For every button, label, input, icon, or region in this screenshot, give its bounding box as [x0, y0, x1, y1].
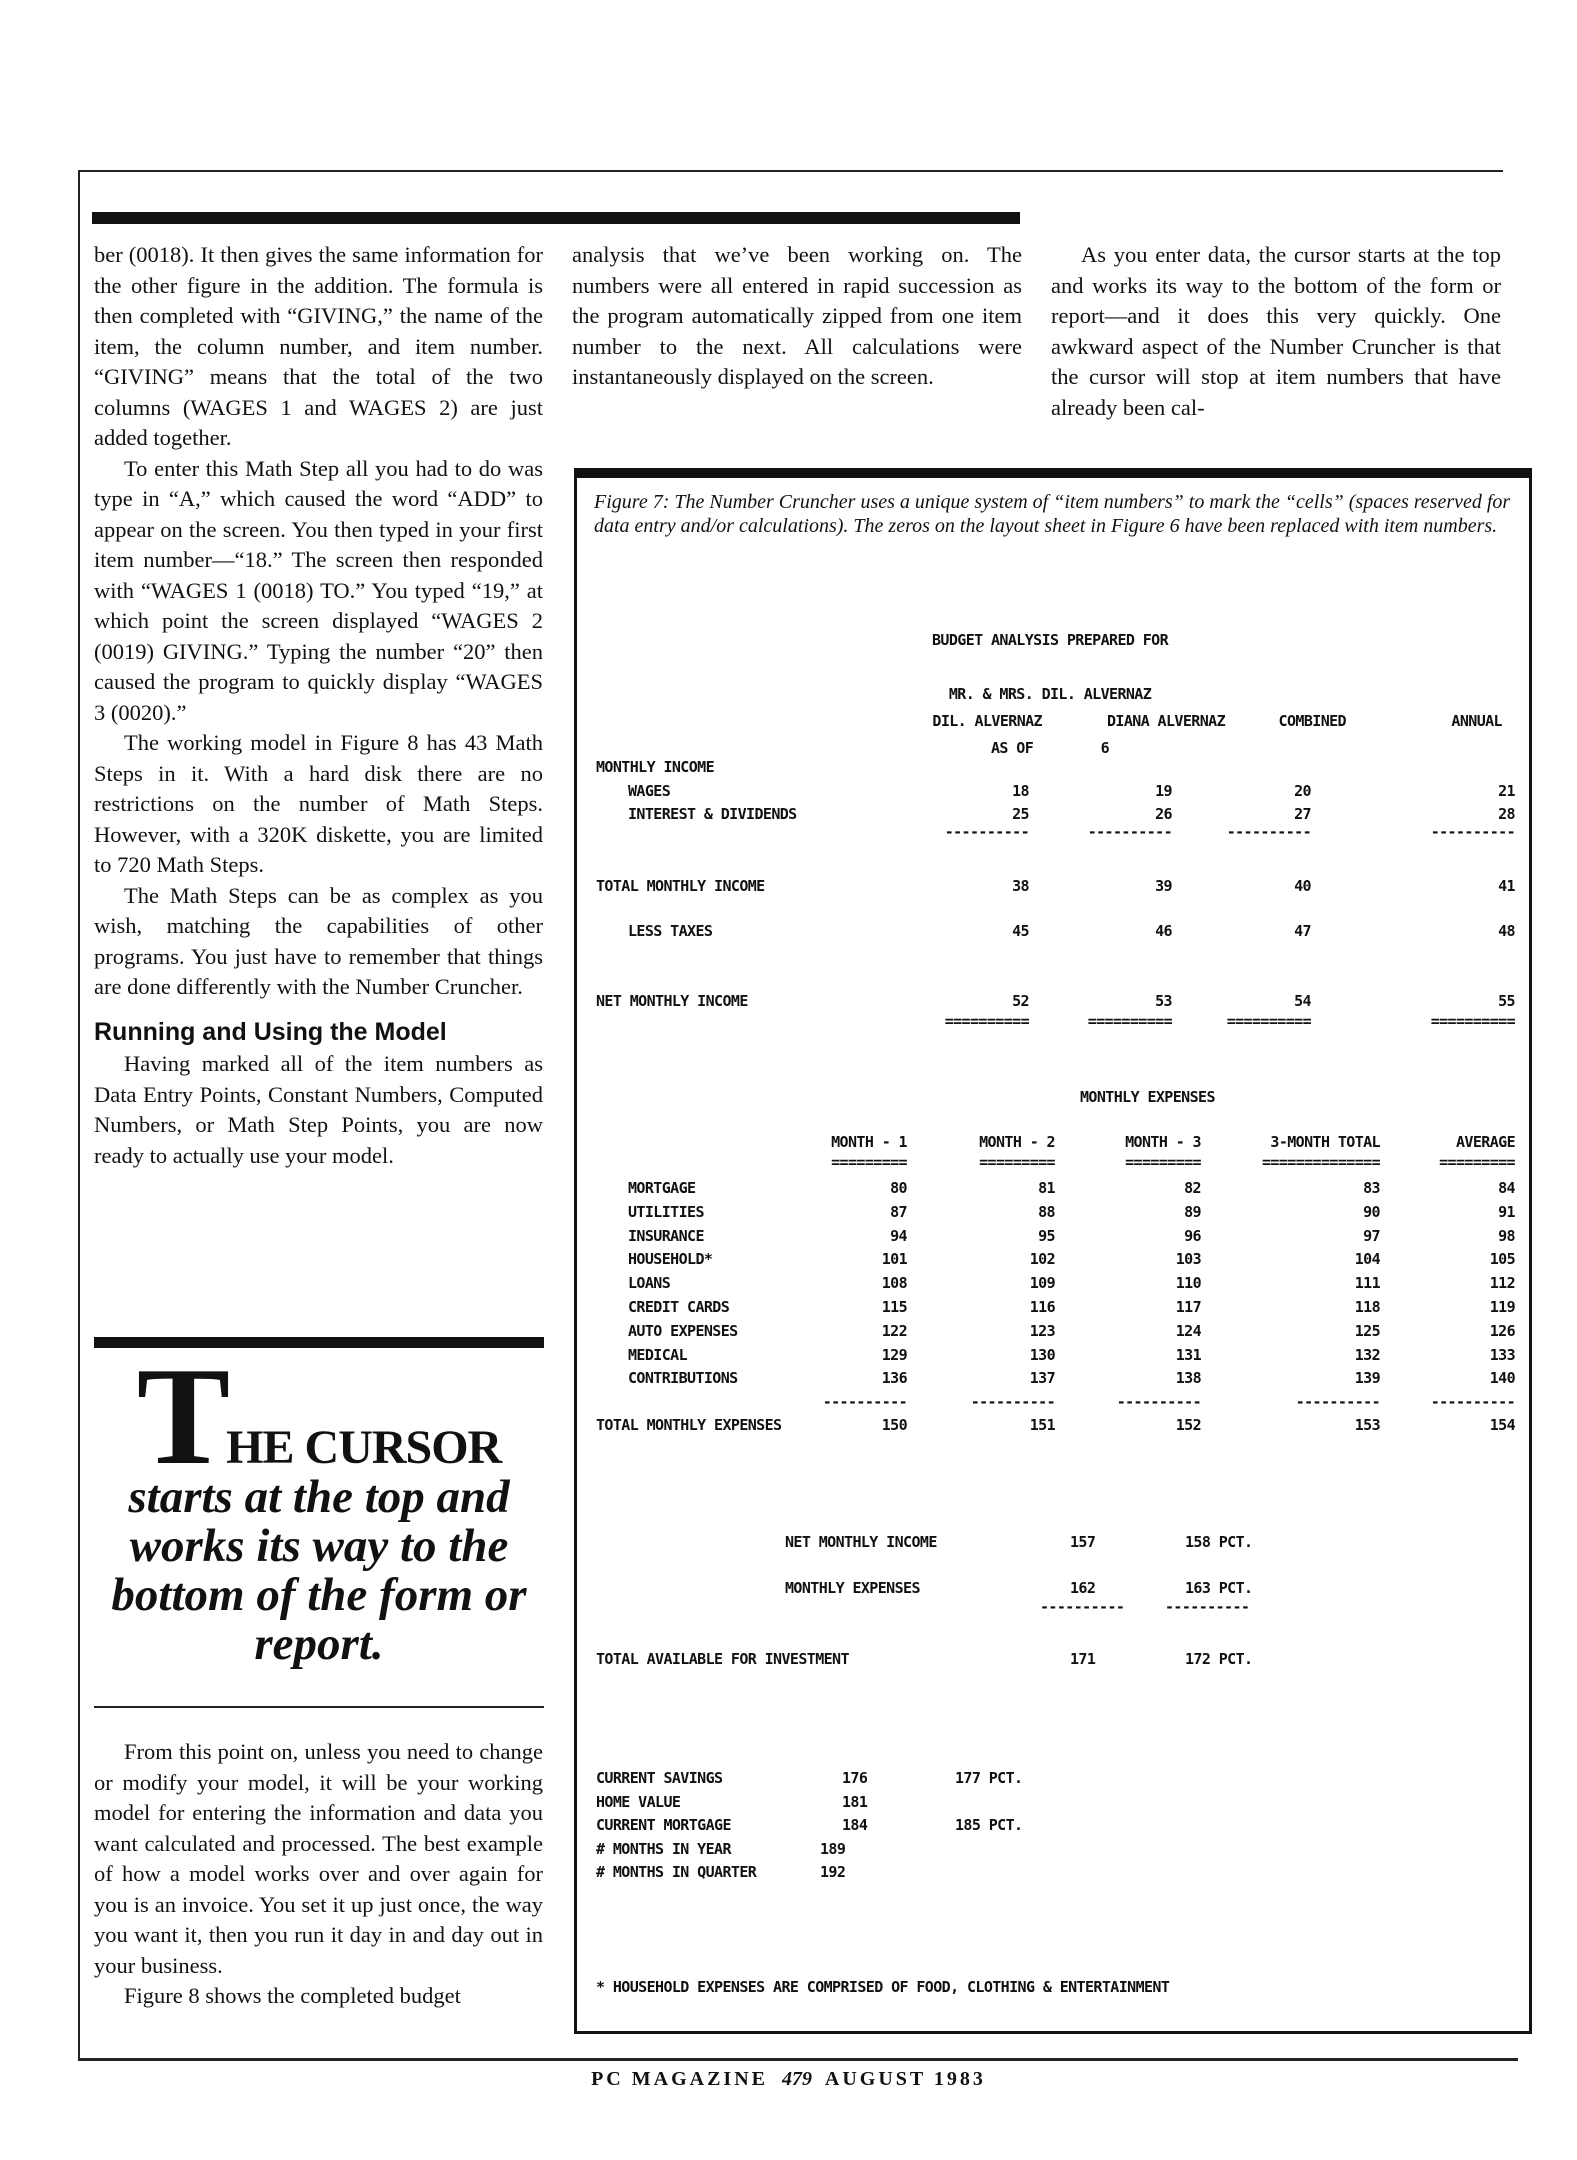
expense-col-underline: =========: [979, 1153, 1055, 1171]
cell: 82: [1184, 1179, 1201, 1197]
col1-para-3: The working model in Figure 8 has 43 Math Steps in it. With a hard disk there are no restrictions on the number of Math Steps. However, with a 320K diskette, you are limited to 720 Math Steps.: [94, 730, 543, 877]
expense-row-label: INSURANCE: [628, 1226, 704, 1245]
cell: 47: [1294, 922, 1311, 940]
subtotal-rule: ----------: [1430, 823, 1515, 841]
income-row-label: TOTAL MONTHLY INCOME: [596, 877, 765, 895]
subtotal-rule: ----------: [1087, 823, 1172, 841]
section-heading: Running and Using the Model: [94, 1017, 447, 1046]
expense-row-label: MEDICAL: [628, 1345, 688, 1364]
cell: 119: [1489, 1298, 1515, 1316]
cell: 153: [1354, 1416, 1380, 1434]
cell: 102: [1029, 1250, 1055, 1269]
summary-pct: 158 PCT.: [1185, 1533, 1253, 1551]
cell: 98: [1498, 1226, 1515, 1245]
subtotal-rule: ----------: [1226, 823, 1311, 841]
investment-pct: 172 PCT.: [1185, 1650, 1253, 1668]
total-rule: ==========: [1430, 1012, 1515, 1030]
cell: 54: [1294, 992, 1311, 1010]
expense-col-underline: =========: [831, 1153, 907, 1171]
cell: 19: [1155, 782, 1172, 800]
cell: 139: [1354, 1369, 1380, 1388]
savings-value: 176: [842, 1769, 868, 1787]
cell: 52: [1012, 992, 1029, 1010]
column-header-bar: [92, 212, 1020, 224]
summary-pct: 163 PCT.: [1185, 1579, 1253, 1597]
income-col-header: DIANA ALVERNAZ: [1106, 712, 1225, 730]
col3-para-1: As you enter data, the cursor starts at the top and works its way to the bottom of the form or report—and it does this very quickly. One awkward aspect of the Number Cruncher is that the cursor will stop at item numbers that have already been cal-: [1051, 242, 1501, 420]
cell: 20: [1294, 782, 1311, 800]
cell: 151: [1029, 1416, 1055, 1434]
cell: 132: [1354, 1345, 1380, 1364]
income-row-label: LESS TAXES: [628, 922, 713, 940]
figure-caption: Figure 7: The Number Cruncher uses a unique system of “item numbers” to mark the “cells” (spaces reserved for data entry and/or calculations). The zeros on the layout sheet in Figure 6 have been replaced with item numbers.: [594, 491, 1511, 537]
cell: 133: [1489, 1345, 1515, 1364]
footer-page-number: 479: [781, 2068, 812, 2090]
summary-rule: ----------: [1165, 1598, 1250, 1616]
cell: 39: [1155, 877, 1172, 895]
cell: 130: [1029, 1345, 1055, 1364]
page-footer: [0, 2068, 1577, 2091]
expense-col-underline: =========: [1439, 1153, 1515, 1171]
total-rule: ==========: [1226, 1012, 1311, 1030]
footer-magazine: PC MAGAZINE: [591, 2068, 768, 2090]
cell: 87: [890, 1202, 907, 1221]
cell: 94: [890, 1226, 907, 1245]
savings-value: 192: [820, 1863, 846, 1881]
cell: 25: [1012, 805, 1029, 823]
savings-label: CURRENT MORTGAGE: [596, 1816, 731, 1834]
cell: 88: [1038, 1202, 1055, 1221]
expense-row-label: MORTGAGE: [628, 1179, 696, 1197]
column-3: [1051, 240, 1501, 423]
subtotal-rule: ----------: [944, 823, 1029, 841]
savings-pct: 177 PCT.: [955, 1769, 1023, 1787]
expense-subtotal-rule: ----------: [1116, 1393, 1201, 1411]
pullquote-bottom-rule: [94, 1706, 544, 1708]
expense-subtotal-rule: ----------: [1295, 1393, 1380, 1411]
savings-value: 181: [842, 1792, 868, 1811]
cell: 38: [1012, 877, 1029, 895]
expenses-title: MONTHLY EXPENSES: [1080, 1088, 1215, 1106]
savings-label: HOME VALUE: [596, 1792, 681, 1811]
page-top-rule: [78, 170, 1503, 172]
pullquote-drop-letter: T: [136, 1339, 227, 1494]
savings-pct: 185 PCT.: [955, 1816, 1023, 1834]
cell: 140: [1489, 1369, 1515, 1388]
expense-col-header: 3-MONTH TOTAL: [1270, 1133, 1380, 1151]
pullquote-text: starts at the top and works its way to the bottom of the form or report.: [111, 1471, 527, 1670]
cell: 55: [1498, 992, 1515, 1010]
cell: 111: [1354, 1274, 1380, 1293]
cell: 122: [881, 1321, 907, 1340]
cell: 95: [1038, 1226, 1055, 1245]
expense-subtotal-rule: ----------: [822, 1393, 907, 1411]
income-col-header: ANNUAL: [1451, 712, 1502, 730]
cell: 84: [1498, 1179, 1515, 1197]
cell: 89: [1184, 1202, 1201, 1221]
cell: 101: [881, 1250, 907, 1269]
report-header-line: AS OF 6: [990, 739, 1110, 757]
cell: 124: [1175, 1321, 1201, 1340]
income-col-header: DIL. ALVERNAZ: [932, 712, 1042, 730]
cell: 116: [1029, 1298, 1055, 1316]
expense-col-underline: =========: [1125, 1153, 1201, 1171]
cell: 126: [1489, 1321, 1515, 1340]
cell: 104: [1354, 1250, 1380, 1269]
summary-value: 162: [1070, 1579, 1096, 1597]
expense-total-label: TOTAL MONTHLY EXPENSES: [596, 1416, 782, 1434]
expense-row-label: HOUSEHOLD*: [628, 1250, 713, 1269]
income-row-label: NET MONTHLY INCOME: [596, 992, 748, 1010]
pullquote: [94, 1339, 544, 1670]
cell: 45: [1012, 922, 1029, 940]
cell: 150: [881, 1416, 907, 1434]
cell: 80: [890, 1179, 907, 1197]
col1-para-1: ber (0018). It then gives the same information for the other figure in the addition. The formula is then completed with “GIVING,” the name of the item, the column number, and item number. “GIVING” means that the total of the two columns (WAGES 1 and WAGES 2) are just added together.: [94, 242, 543, 450]
total-rule: ==========: [944, 1012, 1029, 1030]
expense-row-label: CONTRIBUTIONS: [628, 1369, 738, 1388]
cell: 96: [1184, 1226, 1201, 1245]
investment-label: TOTAL AVAILABLE FOR INVESTMENT: [596, 1650, 849, 1668]
cell: 91: [1498, 1202, 1515, 1221]
summary-value: 157: [1070, 1533, 1096, 1551]
cell: 108: [881, 1274, 907, 1293]
column-1: [94, 240, 543, 1171]
col1-para-7: Figure 8 shows the completed budget: [124, 1983, 461, 2008]
column-2: [572, 240, 1022, 393]
col1-para-6: From this point on, unless you need to change or modify your model, it will be your working model for entering the information and data you want calculated and processed. The best example of how a model works over and over again for you is an invoice. You set it up just once, the way you want it, then you run it day in and day out in your business.: [94, 1739, 543, 1978]
cell: 27: [1294, 805, 1311, 823]
summary-label: NET MONTHLY INCOME: [785, 1533, 937, 1551]
cell: 118: [1354, 1298, 1380, 1316]
savings-value: 184: [842, 1816, 868, 1834]
summary-label: MONTHLY EXPENSES: [785, 1579, 920, 1597]
expense-subtotal-rule: ----------: [970, 1393, 1055, 1411]
cell: 123: [1029, 1321, 1055, 1340]
expense-row-label: CREDIT CARDS: [628, 1298, 730, 1316]
cell: 110: [1175, 1274, 1201, 1293]
total-rule: ==========: [1087, 1012, 1172, 1030]
report-header: [840, 595, 1260, 775]
income-col-header: COMBINED: [1278, 712, 1346, 730]
expense-col-header: AVERAGE: [1455, 1133, 1515, 1151]
investment-value: 171: [1070, 1650, 1096, 1668]
cell: 53: [1155, 992, 1172, 1010]
expense-col-header: MONTH - 3: [1125, 1133, 1201, 1151]
cell: 154: [1489, 1416, 1515, 1434]
cell: 152: [1175, 1416, 1201, 1434]
cell: 136: [881, 1369, 907, 1388]
report-header-line: BUDGET ANALYSIS PREPARED FOR: [931, 631, 1169, 649]
cell: 105: [1489, 1250, 1515, 1269]
expense-row-label: UTILITIES: [628, 1202, 704, 1221]
expense-row-label: AUTO EXPENSES: [628, 1321, 738, 1340]
cell: 18: [1012, 782, 1029, 800]
footer-date: AUGUST 1983: [824, 2068, 986, 2090]
savings-value: 189: [820, 1839, 846, 1858]
cell: 138: [1175, 1369, 1201, 1388]
income-row-label: WAGES: [628, 782, 671, 800]
cell: 90: [1363, 1202, 1380, 1221]
cell: 97: [1363, 1226, 1380, 1245]
page-bottom-rule: [78, 2058, 1518, 2061]
expense-row-label: LOANS: [628, 1274, 671, 1293]
expense-col-header: MONTH - 1: [831, 1133, 907, 1151]
summary-rule: ----------: [1040, 1598, 1125, 1616]
expense-col-underline: ==============: [1261, 1153, 1380, 1171]
pullquote-first-word: HE CURSOR: [226, 1421, 502, 1474]
cell: 83: [1363, 1179, 1380, 1197]
col1-para-4: The Math Steps can be as complex as you wish, matching the capabilities of other programs. You just have to remember that things are done differently with the Number Cruncher.: [94, 882, 543, 999]
col2-para-1: analysis that we’ve been working on. The numbers were all entered in rapid succession as the program automatically zipped from one item number to the next. All calculations were instantaneously displayed on the screen.: [572, 242, 1022, 389]
cell: 26: [1155, 805, 1172, 823]
savings-label: # MONTHS IN YEAR: [596, 1839, 731, 1858]
cell: 125: [1354, 1321, 1380, 1340]
page-left-rule: [78, 170, 80, 2060]
expense-subtotal-rule: ----------: [1430, 1393, 1515, 1411]
cell: 112: [1489, 1274, 1515, 1293]
col1-para-5: Having marked all of the item numbers as Data Entry Points, Constant Numbers, Computed Numbers, or Math Step Points, you are now ready to actually use your model.: [94, 1051, 543, 1168]
income-row-label: INTEREST & DIVIDENDS: [628, 805, 797, 823]
report-header-line: MR. & MRS. DIL. ALVERNAZ: [948, 685, 1152, 703]
cell: 81: [1038, 1179, 1055, 1197]
footnote: * HOUSEHOLD EXPENSES ARE COMPRISED OF FOOD, CLOTHING & ENTERTAINMENT: [596, 1978, 1170, 1996]
cell: 40: [1294, 877, 1311, 895]
cell: 109: [1029, 1274, 1055, 1293]
income-section-label: MONTHLY INCOME: [596, 758, 715, 776]
column-1-bottom: [94, 1737, 543, 2012]
cell: 137: [1029, 1369, 1055, 1388]
cell: 28: [1498, 805, 1515, 823]
savings-label: CURRENT SAVINGS: [596, 1769, 723, 1787]
expense-col-header: MONTH - 2: [979, 1133, 1055, 1151]
cell: 21: [1498, 782, 1515, 800]
cell: 129: [881, 1345, 907, 1364]
cell: 115: [881, 1298, 907, 1316]
cell: 131: [1175, 1345, 1201, 1364]
cell: 46: [1155, 922, 1172, 940]
col1-para-2: To enter this Math Step all you had to do was type in “A,” which caused the word “ADD” to appear on the screen. You then typed in your first item number—“18.” The screen then responded with “WAGES 1 (0018) TO.” You typed “19,” at which point the screen displayed “WAGES 2 (0019) GIVING.” Typing the number “20” then caused the program to quickly display “WAGES 3 (0020).”: [94, 455, 543, 725]
cell: 103: [1175, 1250, 1201, 1269]
cell: 117: [1175, 1298, 1201, 1316]
cell: 48: [1498, 922, 1515, 940]
cell: 41: [1498, 877, 1515, 895]
savings-label: # MONTHS IN QUARTER: [596, 1863, 757, 1881]
